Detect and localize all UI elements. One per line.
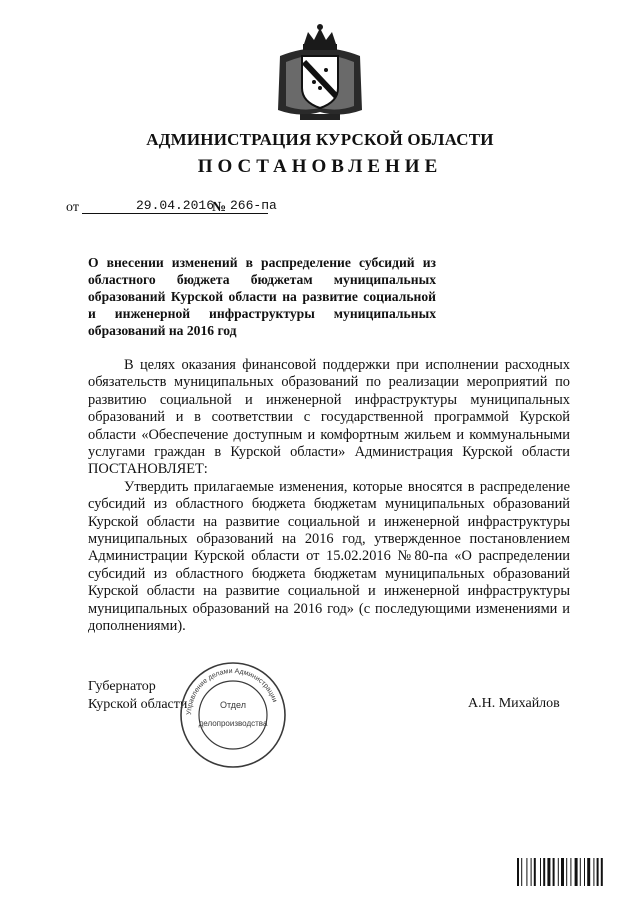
office-stamp (178, 660, 288, 770)
barcode-icon (517, 858, 621, 886)
signatory-title (88, 678, 187, 714)
stamp-ring-text: Управление делами Администрации (185, 667, 278, 716)
date-prefix: от (66, 200, 79, 215)
body-paragraph: В целях оказания финансовой поддержки при исполнении расходных обязательств муниципальных образований по реализации мероприятий по развитию социальной и инженерной инфраструктуры муниципальных образований и в соответствии с государственной программой Курской области «Обеспечение доступным и комфортным жильем и коммунальными услугами граждан в Курской области» Администрация Курской области ПОСТАНОВЛЯЕТ: (88, 357, 570, 478)
organization-title: АДМИНИСТРАЦИЯ КУРСКОЙ ОБЛАСТИ (146, 130, 494, 149)
coat-of-arms-icon (270, 22, 370, 124)
document-type: ПОСТАНОВЛЕНИЕ (197, 156, 443, 177)
document-number: 266-па (230, 198, 277, 213)
body-paragraph: Утвердить прилагаемые изменения, которые вносятся в распределение субсидий из областного бюджета бюджетам муниципальных образований Курской области на развитие социальной и инженерной инфраструктуры муниципальных образований на 2016 год, утвержденное постановлением Администрации Курской области от 15.02.2016 №80-па «О распределении субсидий из областного бюджета бюджетам муниципальных образований Курской области на развитие социальной и инженерной инфраструктуры муниципальных образований на 2016 год» (с последующими изменениями и дополнениями). (88, 478, 570, 635)
signatory-title-line: Губернатор (88, 679, 156, 694)
signatory-name: А.Н. Михайлов (468, 696, 560, 711)
number-sign: № (212, 200, 227, 215)
document-date: 29.04.2016 (82, 198, 268, 214)
stamp-line: делопроизводства (198, 719, 268, 728)
document-body (88, 357, 570, 636)
signatory-title-line: Курской области (88, 697, 188, 712)
document-subject: О внесении изменений в распределение субсидий из областного бюджета бюджетам муниципальных образований Курской области на развитие социальной и инженерной инфраструктуры муниципальных образований на 2016 год (88, 255, 436, 338)
stamp-line: Отдел (219, 700, 247, 710)
